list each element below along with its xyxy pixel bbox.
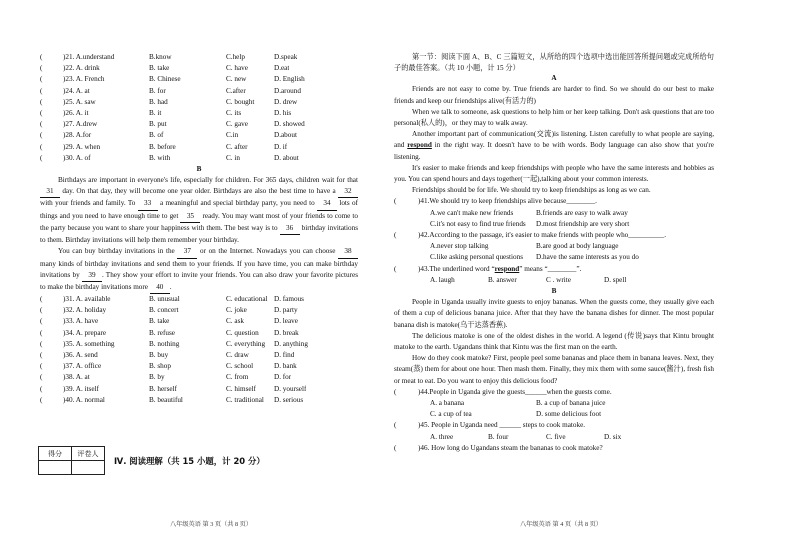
- option-label: )30. A. of: [63, 153, 91, 162]
- option-c: C. after: [226, 142, 248, 151]
- option-label: )25. A. saw: [63, 97, 96, 106]
- option-d: D. break: [274, 328, 299, 337]
- answer-bracket[interactable]: (: [40, 362, 43, 371]
- score-label: 得分: [39, 447, 72, 461]
- option-b: B. it: [149, 108, 162, 117]
- cloze-question-row: [40, 119, 358, 130]
- option-b: B. by: [149, 373, 165, 382]
- option-d: D. drew: [274, 97, 298, 106]
- answer-bracket[interactable]: (: [40, 395, 43, 404]
- blank-37: 37: [177, 246, 197, 258]
- option-b: B. for: [149, 86, 166, 95]
- underlined-word-respond: respond: [407, 141, 432, 150]
- question-41-options-ab: [394, 208, 714, 219]
- option-42-b[interactable]: B.are good at body language: [536, 242, 619, 251]
- option-label: )36. A. send: [63, 351, 98, 360]
- option-label: )35. A. something: [63, 339, 115, 348]
- option-label: )23. A. French: [63, 75, 105, 84]
- option-c: C. question: [226, 328, 259, 337]
- cloze-question-row: [40, 74, 358, 85]
- answer-bracket[interactable]: (: [40, 131, 43, 140]
- option-b: B. before: [149, 142, 176, 151]
- blank-38: 38: [338, 246, 358, 258]
- answer-bracket[interactable]: (: [40, 75, 43, 84]
- question-46: ( )46. How long do Ugandans steam the bananas to cook matoke?: [394, 443, 603, 452]
- blank-34: 34: [317, 198, 337, 210]
- option-c: C. its: [226, 108, 242, 117]
- option-43-c[interactable]: C . write: [546, 275, 571, 284]
- grader-cell[interactable]: [72, 461, 105, 475]
- answer-bracket[interactable]: (: [40, 86, 43, 95]
- question-42: ( )42.According to the passage, it's easier to make friends with people who__________.: [394, 230, 667, 239]
- option-c: C.after: [226, 86, 246, 95]
- option-b: B. take: [149, 317, 170, 326]
- option-d: D. English: [274, 75, 305, 84]
- option-d: D. party: [274, 306, 298, 315]
- blank-40: 40: [150, 282, 170, 294]
- option-c: C.in: [226, 131, 239, 140]
- option-d: D. anything: [274, 339, 308, 348]
- passage-a-paragraph-4: It's easier to make friends and keep friendships with people who have the same interests and hobbies as you. You can spend hours and days together(一起),talking about your common interests.: [394, 163, 714, 184]
- option-c: C. from: [226, 373, 249, 382]
- passage-a-paragraph-5: Friendships should be for life. We should try to keep friendships as long as we can.: [412, 186, 651, 195]
- option-b: B. Chinese: [149, 75, 181, 84]
- option-c: C. in: [226, 153, 240, 162]
- option-d: D. if: [274, 142, 288, 151]
- score-cell[interactable]: [39, 461, 72, 475]
- passage-a-paragraph-1: Friends are not easy to come by. True friends are harder to find. So we should do our best to make friends and keep our friendships alive(有活力的): [394, 85, 714, 105]
- question-44-options-cd: [394, 409, 714, 420]
- option-b: B. concert: [149, 306, 179, 315]
- option-43-b[interactable]: B. answer: [488, 275, 517, 284]
- option-d: D.about: [274, 131, 297, 140]
- passage-b-paragraph-3: How do they cook matoke? First, people peel some bananas and place them in banana leaves. Next, they steam(蒸) them for about one hour. Then mash them. Finally, they mix them with some sauce(酱汁), fresh fish or meat to eat. Do you want to enjoy this delicious food?: [394, 354, 714, 385]
- answer-bracket[interactable]: (: [40, 64, 43, 73]
- passage-b-paragraph-2: The delicious matoke is one of the oldest dishes in the world. A legend (传说)says that Kintu brought matoke to the earth. Ugandans think that Kintu was the first man on the earth.: [394, 331, 714, 351]
- left-column: [40, 52, 358, 406]
- option-b: B. put: [149, 120, 167, 129]
- option-label: )24. A. at: [63, 86, 90, 95]
- cloze-question-row: [40, 153, 358, 164]
- answer-bracket[interactable]: (: [40, 328, 43, 337]
- option-d: D. about: [274, 153, 299, 162]
- option-44-c[interactable]: C. a cup of tea: [430, 410, 472, 419]
- section-b-heading: B: [196, 164, 202, 173]
- cloze-question-row: [40, 63, 358, 74]
- cloze-passage-paragraph-1: Birthdays are important in everyone's life, especially for children. For 365 days, children wait for that 31 day. On that day, they will become one year older. Birthdays are also the best time to have a 32 with your friends and family. To 33 a meaningful and special birthday party, you need to 34 lots of things and you need to have enough time to get 35 ready. You may want most of your friends to come to the party because you want to share your happiness with them. The best way is to 36 birthday invitations to them. Birthday invitations will help them remember your birthday.: [40, 176, 359, 245]
- option-41-c[interactable]: C.it's not easy to find true friends: [430, 219, 526, 228]
- reading-section-title: Ⅳ. 阅读理解（共 15 小题，计 20 分）: [114, 456, 265, 466]
- cloze-question-row: [40, 52, 358, 63]
- passage-a-paragraph-3: Another important part of communication(交流)is listening. Listen carefully to what people are saying, and respond in the right way. It doesn't have to be with words. Body language can also show that you're listening.: [394, 130, 714, 161]
- option-c: C.help: [226, 53, 245, 61]
- passage-b-paragraph-1: People in Uganda usually invite guests to enjoy bananas. When the guests come, they usually give each of them a cup of delicious banana juice. After that they have the banana dishes for dinner. The most popular banana dish is matoke(乌干达蒸香蕉).: [394, 298, 714, 329]
- passage-b-heading: B: [551, 286, 557, 295]
- option-d: D.eat: [274, 64, 290, 73]
- option-42-d[interactable]: D.have the same interests as you do: [536, 253, 639, 262]
- cloze-question-row: [40, 142, 358, 153]
- grader-label: 评卷人: [72, 447, 105, 461]
- option-c: C. draw: [226, 351, 249, 360]
- option-45-b[interactable]: B. four: [488, 432, 509, 441]
- answer-bracket[interactable]: (: [40, 373, 43, 382]
- question-45: ( )45. People in Uganda need ______ steps to cook matoke.: [394, 421, 586, 430]
- option-label: )33. A. have: [63, 317, 99, 326]
- option-label: )31. A. available: [63, 295, 111, 304]
- option-b: B. buy: [149, 351, 169, 360]
- question-41: ( )41.We should try to keep friendships alive because________.: [394, 197, 597, 206]
- question-45-options: [394, 432, 714, 443]
- option-c: C. gave: [226, 120, 248, 129]
- option-label: )37. A. office: [63, 362, 102, 371]
- question-42-options-cd: [394, 252, 714, 263]
- page-footer-right: 八年级英语 第 4 页（共 8 页）: [520, 521, 602, 528]
- option-45-c[interactable]: C. five: [546, 432, 566, 441]
- cloze-question-row: [40, 97, 358, 108]
- option-b: B. nothing: [149, 339, 180, 348]
- option-label: )39. A. itself: [63, 384, 99, 393]
- option-d: D. for: [274, 373, 292, 382]
- option-b: B. herself: [149, 384, 177, 393]
- answer-bracket[interactable]: (: [40, 153, 43, 162]
- option-label: )28. A.for: [63, 131, 92, 140]
- cloze-question-row: [40, 305, 358, 316]
- option-43-a[interactable]: A. laugh: [430, 275, 455, 284]
- blank-31: 31: [40, 186, 60, 198]
- cloze-options-31-40: [40, 294, 358, 406]
- option-43-d[interactable]: D. spell: [604, 275, 627, 284]
- cloze-question-row: [40, 86, 358, 97]
- option-41-b[interactable]: B.friends are easy to walk away: [536, 208, 628, 217]
- option-c: C. everything: [226, 339, 266, 348]
- blank-33: 33: [138, 198, 158, 210]
- option-42-c[interactable]: C.like asking personal questions: [430, 253, 524, 262]
- option-c: C. himself: [226, 384, 256, 393]
- option-d: D. famous: [274, 295, 304, 304]
- option-c: C. joke: [226, 306, 247, 315]
- cloze-question-row: [40, 350, 358, 361]
- option-label: )38. A. at: [63, 373, 90, 382]
- answer-bracket[interactable]: (: [40, 339, 43, 348]
- option-45-a[interactable]: A. three: [430, 432, 454, 441]
- option-b: B. take: [149, 64, 170, 73]
- cloze-question-row: [40, 384, 358, 395]
- option-label: )22. A. drink: [63, 64, 100, 73]
- option-c: C. school: [226, 362, 254, 371]
- answer-bracket[interactable]: (: [40, 53, 43, 61]
- question-43-options: [394, 275, 714, 286]
- answer-bracket[interactable]: (: [40, 97, 43, 106]
- option-c: C. have: [226, 64, 248, 73]
- cloze-passage-paragraph-2: You can buy birthday invitations in the 37 or on the Internet. Nowadays you can choose 38 many kinds of birthday invitations and send them to your friends. If you have time, you can make birthday invitations by 39 . They show your effort to invite your friends. You can also draw your favorite pictures to make the birthday invitations more 40 .: [40, 246, 358, 294]
- answer-bracket[interactable]: (: [40, 295, 43, 304]
- option-label: )26. A. it: [63, 108, 89, 117]
- cloze-question-row: [40, 361, 358, 372]
- question-41-options-cd: [394, 219, 714, 230]
- option-b: B. shop: [149, 362, 171, 371]
- cloze-question-row: [40, 395, 358, 406]
- answer-bracket[interactable]: (: [40, 351, 43, 360]
- option-c: C. educational: [226, 295, 268, 304]
- answer-bracket[interactable]: (: [40, 384, 43, 393]
- cloze-question-row: [40, 372, 358, 383]
- answer-bracket[interactable]: (: [40, 142, 43, 151]
- answer-bracket[interactable]: (: [40, 120, 43, 129]
- option-c: C. traditional: [226, 395, 264, 404]
- option-44-a[interactable]: A. a banana: [430, 398, 465, 407]
- passage-a-paragraph-2: When we talk to someone, ask questions to help him or her keep talking. Don't ask questions that are too personal(私人的)，or they may to walk away.: [394, 107, 714, 127]
- cloze-options-21-30: [40, 52, 358, 164]
- question-44: ( )44.People in Uganda give the guests______when the guests come.: [394, 387, 612, 396]
- option-b: B. had: [149, 97, 168, 106]
- option-42-a[interactable]: A.never stop talking: [430, 242, 489, 251]
- option-d: D.speak: [274, 53, 298, 61]
- option-41-a[interactable]: A.we can't make new friends: [430, 208, 514, 217]
- option-d: D. serious: [274, 395, 304, 404]
- option-d: D. bank: [274, 362, 297, 371]
- blank-32: 32: [338, 186, 358, 198]
- option-c: C. new: [226, 75, 247, 84]
- reading-instructions: 第一节：阅读下面 A、B、C 三篇短文，从所给的四个选项中选出能回答所提问题或完成所给句子的最佳答案。（共 10 小题，计 15 分）: [394, 53, 714, 72]
- question-43: ( )43.The underlined word “ respond ” means “________”.: [394, 264, 582, 273]
- option-d: D. his: [274, 108, 292, 117]
- option-b: B. of: [149, 131, 164, 140]
- option-label: )21. A.understand: [63, 53, 115, 61]
- option-b: B. beautiful: [149, 395, 183, 404]
- option-label: )40. A. normal: [63, 395, 105, 404]
- blank-35: 35: [180, 211, 200, 223]
- option-c: C. ask: [226, 317, 244, 326]
- answer-bracket[interactable]: (: [40, 108, 43, 117]
- option-44-d[interactable]: D. some delicious foot: [536, 410, 602, 419]
- option-d: D. leave: [274, 317, 298, 326]
- option-d: D. find: [274, 351, 295, 360]
- blank-36: 36: [280, 223, 300, 235]
- option-b: B.know: [149, 53, 172, 61]
- option-d: D.around: [274, 86, 301, 95]
- option-41-d[interactable]: D.most friendship are very short: [536, 219, 630, 228]
- cloze-question-row: [40, 294, 358, 305]
- option-b: B. with: [149, 153, 171, 162]
- right-column: [394, 52, 714, 454]
- option-label: )29. A. when: [63, 142, 101, 151]
- cloze-question-row: [40, 339, 358, 350]
- cloze-question-row: [40, 316, 358, 327]
- option-label: )32. A. holiday: [63, 306, 107, 315]
- answer-bracket[interactable]: (: [40, 306, 43, 315]
- option-c: C. bought: [226, 97, 255, 106]
- question-42-options-ab: [394, 241, 714, 252]
- passage-a-heading: A: [551, 74, 557, 83]
- option-45-d[interactable]: D. six: [604, 432, 622, 441]
- score-table: [38, 446, 105, 475]
- option-44-b[interactable]: B. a cup of banana juice: [536, 398, 606, 407]
- option-label: )27. A.drew: [63, 120, 98, 129]
- option-b: B. unusual: [149, 295, 180, 304]
- cloze-question-row: [40, 328, 358, 339]
- option-d: D. yourself: [274, 384, 307, 393]
- page-footer-left: 八年级英语 第 3 页（共 8 页）: [170, 521, 252, 528]
- answer-bracket[interactable]: (: [40, 317, 43, 326]
- option-label: )34. A. prepare: [63, 328, 107, 337]
- option-b: B. refuse: [149, 328, 175, 337]
- question-44-options-ab: [394, 398, 714, 409]
- cloze-question-row: [40, 130, 358, 141]
- cloze-question-row: [40, 108, 358, 119]
- option-d: D. showed: [274, 120, 305, 129]
- blank-39: 39: [82, 270, 102, 282]
